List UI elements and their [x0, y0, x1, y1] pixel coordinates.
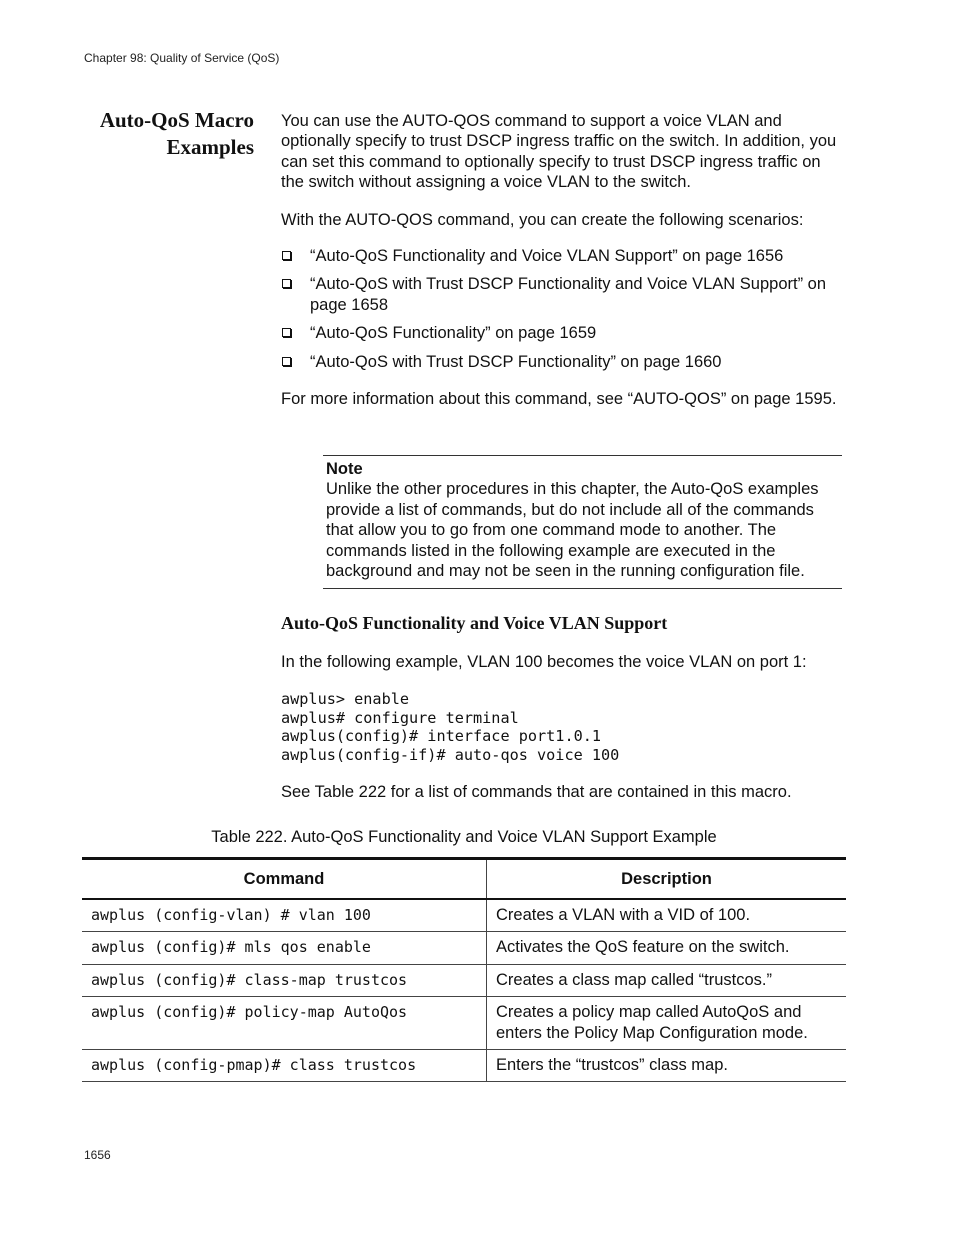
command-cell: awplus (config)# mls qos enable	[82, 932, 487, 964]
page-number: 1656	[84, 1148, 111, 1162]
table-row	[82, 932, 846, 964]
chapter-header: Chapter 98: Quality of Service (QoS)	[84, 51, 280, 65]
section-title-line2: Examples	[166, 135, 254, 159]
list-item[interactable]	[281, 274, 846, 315]
command-cell: awplus (config-pmap)# class trustcos	[82, 1050, 487, 1082]
list-item[interactable]	[281, 352, 846, 372]
section-title	[84, 107, 254, 161]
code-line: awplus# configure terminal	[281, 708, 519, 727]
table-header-row	[82, 859, 846, 900]
checkbox-bullet-icon	[282, 328, 291, 337]
note-text: Unlike the other procedures in this chapter, the Auto-QoS examples provide a list of commands, but do not include all of the commands that allow you to go from one command mode to another. The commands listed in the following example are executed in the background and may not be seen in the running configuration file.	[326, 480, 819, 581]
checkbox-bullet-icon	[282, 279, 291, 288]
intro-paragraph-3: For more information about this command, see “AUTO-QOS” on page 1595.	[281, 390, 837, 408]
after-code-paragraph: See Table 222 for a list of commands that are contained in this macro.	[281, 783, 792, 801]
checkbox-bullet-icon	[282, 251, 291, 260]
code-line: awplus(config-if)# auto-qos voice 100	[281, 745, 620, 764]
description-cell: Creates a VLAN with a VID of 100.	[487, 899, 847, 932]
checkbox-bullet-icon	[282, 357, 291, 366]
section-title-line1: Auto-QoS Macro	[99, 108, 254, 132]
table-row	[82, 899, 846, 932]
description-cell: Creates a class map called “trustcos.”	[487, 964, 847, 996]
intro-paragraph-1: You can use the AUTO-QOS command to support a voice VLAN and optionally specify to trust DSCP ingress traffic on the switch. In addition, you can set this command to optionally specify to trust DSCP ingress traffic on the switch without assigning a voice VLAN to the switch.	[281, 112, 837, 192]
description-cell: Enters the “trustcos” class map.	[487, 1050, 847, 1082]
subsection-paragraph: In the following example, VLAN 100 becomes the voice VLAN on port 1:	[281, 653, 807, 671]
column-header-command: Command	[82, 859, 487, 900]
description-cell: Activates the QoS feature on the switch.	[487, 932, 847, 964]
subsection-title: Auto-QoS Functionality and Voice VLAN Support	[281, 613, 668, 633]
table-caption: Table 222. Auto-QoS Functionality and Voice VLAN Support Example	[211, 828, 717, 846]
table-row	[82, 1050, 846, 1082]
list-item[interactable]	[281, 323, 846, 343]
scenario-list	[281, 246, 846, 380]
list-item-text[interactable]: “Auto-QoS Functionality and Voice VLAN Support” on page 1656	[310, 247, 784, 265]
commands-table	[82, 857, 846, 1082]
list-item-text[interactable]: “Auto-QoS with Trust DSCP Functionality and Voice VLAN Support” on page 1658	[310, 275, 827, 314]
list-item-text[interactable]: “Auto-QoS Functionality” on page 1659	[310, 324, 597, 343]
command-cell: awplus (config)# class-map trustcos	[82, 964, 487, 996]
command-cell: awplus (config)# policy-map AutoQos	[82, 997, 487, 1050]
description-cell: Creates a policy map called AutoQoS and enters the Policy Map Configuration mode.	[487, 997, 847, 1050]
note-box	[323, 455, 842, 589]
intro-paragraph-2: With the AUTO-QOS command, you can create the following scenarios:	[281, 211, 804, 229]
command-cell: awplus (config-vlan) # vlan 100	[82, 899, 487, 932]
list-item[interactable]	[281, 246, 846, 266]
code-line: awplus(config)# interface port1.0.1	[281, 727, 602, 746]
column-header-description: Description	[487, 859, 847, 900]
code-block	[281, 690, 619, 764]
note-label: Note	[326, 460, 363, 478]
table-row	[82, 997, 846, 1050]
code-line: awplus> enable	[281, 690, 410, 708]
list-item-text[interactable]: “Auto-QoS with Trust DSCP Functionality” on page 1660	[310, 352, 722, 371]
table-row	[82, 964, 846, 996]
